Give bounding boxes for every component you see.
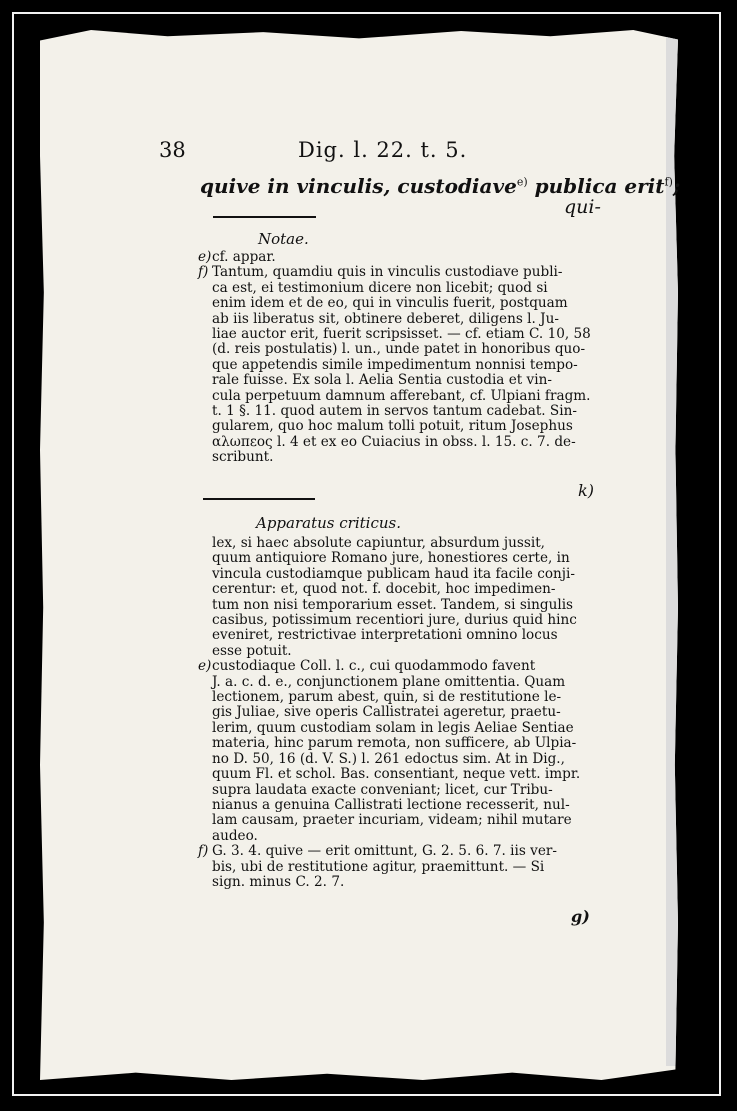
- apparatus-e-line: supra laudata exacte conveniant; licet, cur Tribu-: [212, 781, 553, 798]
- apparatus-continued: [200, 536, 590, 659]
- note-f-line: liae auctor erit, fuerit scripsisset. — cf. etiam C. 10, 58: [212, 326, 591, 343]
- apparatus-f-tag: f): [198, 843, 209, 860]
- note-f-line: cula perpetuum damnum afferebant, cf. Ulpiani fragm.: [212, 387, 591, 404]
- apparatus-e-line: J. a. c. d. e., conjunctionem plane omittentia. Quam: [212, 673, 566, 690]
- apparatus-e-line: lerim, quum custodiam solam in legis Aeliae Sentiae: [212, 719, 574, 736]
- main-text-a: quive in vinculis, custodiave: [200, 174, 517, 198]
- apparatus-line: tum non nisi temporarium esset. Tandem, si singulis: [212, 596, 574, 613]
- apparatus-e-line: nianus a genuina Callistrati lectione recesserit, nul-: [212, 796, 570, 813]
- note-f-tag: f): [198, 264, 209, 281]
- note-f: [200, 265, 590, 465]
- running-title: Dig. l. 22. t. 5.: [298, 138, 468, 162]
- catchword-g: g): [571, 907, 590, 926]
- apparatus-e-line: gis Juliae, sive operis Callistratei ageretur, praetu-: [212, 704, 561, 721]
- apparatus-e-line: custodiaque Coll. l. c., cui quodammodo favent: [212, 658, 536, 675]
- apparatus-e-line: audeo.: [212, 827, 258, 844]
- apparatus-note-e: [200, 659, 590, 844]
- note-f-line: rale fuisse. Ex sola l. Aelia Sentia custodia et vin-: [212, 372, 552, 389]
- catchword-k: k): [578, 481, 594, 500]
- note-f-line: que appetendis simile impedimentum nonnisi tempo-: [212, 356, 578, 373]
- main-text-c: ;: [672, 174, 681, 198]
- main-text-b: publica erit: [527, 174, 665, 198]
- rule-notae: [213, 216, 316, 218]
- main-text-line: [200, 174, 681, 198]
- footnote-ref-e: e): [516, 175, 528, 189]
- note-f-line: ca est, ei testimonium dicere non licebit; quod si: [212, 279, 548, 296]
- apparatus-e-line: lectionem, parum abest, quin, si de restitutione le-: [212, 689, 562, 706]
- note-f-line: gularem, quo hoc malum tolli potuit, ritum Josephus: [212, 418, 573, 435]
- apparatus-line: cerentur: et, quod not. f. docebit, hoc impedimen-: [212, 581, 556, 598]
- note-f-line: scribunt.: [212, 449, 274, 466]
- note-f-line: (d. reis postulatis) l. un., unde patet in honoribus quo-: [212, 341, 586, 358]
- apparatus-f-line: G. 3. 4. quive — erit omittunt, G. 2. 5. 6. 7. iis ver-: [212, 843, 557, 860]
- apparatus-line: casibus, potissimum recentiori jure, durius quid hinc: [212, 612, 577, 629]
- apparatus-e-line: quum Fl. et schol. Bas. consentiant, neque vett. impr.: [212, 766, 581, 783]
- apparatus-e-line: materia, hinc parum remota, non sufficere, ab Ulpia-: [212, 735, 577, 752]
- note-f-line: ab iis liberatus sit, obtinere deberet, diligens l. Ju-: [212, 310, 559, 327]
- apparatus-line: esse potuit.: [212, 642, 292, 659]
- apparatus-note-f: [200, 844, 590, 890]
- catchword: qui-: [564, 196, 601, 218]
- apparatus-f-line: bis, ubi de restitutione agitur, praemittunt. — Si: [212, 858, 545, 875]
- apparatus-line: quum antiquiore Romano jure, honestiores certe, in: [212, 550, 570, 567]
- note-e: [200, 250, 590, 265]
- apparatus-e-tag: e): [198, 658, 212, 675]
- note-f-line: enim idem et de eo, qui in vinculis fuerit, postquam: [212, 295, 568, 312]
- note-e-tag: e): [198, 249, 212, 265]
- apparatus-line: eveniret, restrictivae interpretationi omnino locus: [212, 627, 558, 644]
- note-e-text: cf. appar.: [212, 249, 276, 265]
- note-f-line: Tantum, quamdiu quis in vinculis custodiave publi-: [212, 264, 563, 281]
- apparatus-f-line: sign. minus C. 2. 7.: [212, 873, 345, 890]
- rule-apparatus: [203, 498, 315, 500]
- note-f-line: t. 1 §. 11. quod autem in servos tantum cadebat. Sin-: [212, 403, 577, 420]
- apparatus-e-line: lam causam, praeter incuriam, videam; nihil mutare: [212, 812, 572, 829]
- notae-block: [200, 250, 590, 466]
- note-f-line: αλωπεος l. 4 et ex eo Cuiacius in obss. l. 15. c. 7. de-: [212, 433, 576, 450]
- apparatus-e-line: no D. 50, 16 (d. V. S.) l. 261 edoctus sim. At in Dig.,: [212, 750, 565, 767]
- notae-heading: Notae.: [258, 230, 309, 248]
- apparatus-block: [200, 536, 590, 890]
- apparatus-line: vincula custodiamque publicam haud ita facile conji-: [212, 565, 575, 582]
- apparatus-line: lex, si haec absolute capiuntur, absurdum jussit,: [212, 535, 545, 551]
- apparatus-heading: Apparatus criticus.: [256, 514, 401, 532]
- page-number: 38: [159, 138, 186, 162]
- footnote-ref-f: f): [664, 175, 673, 189]
